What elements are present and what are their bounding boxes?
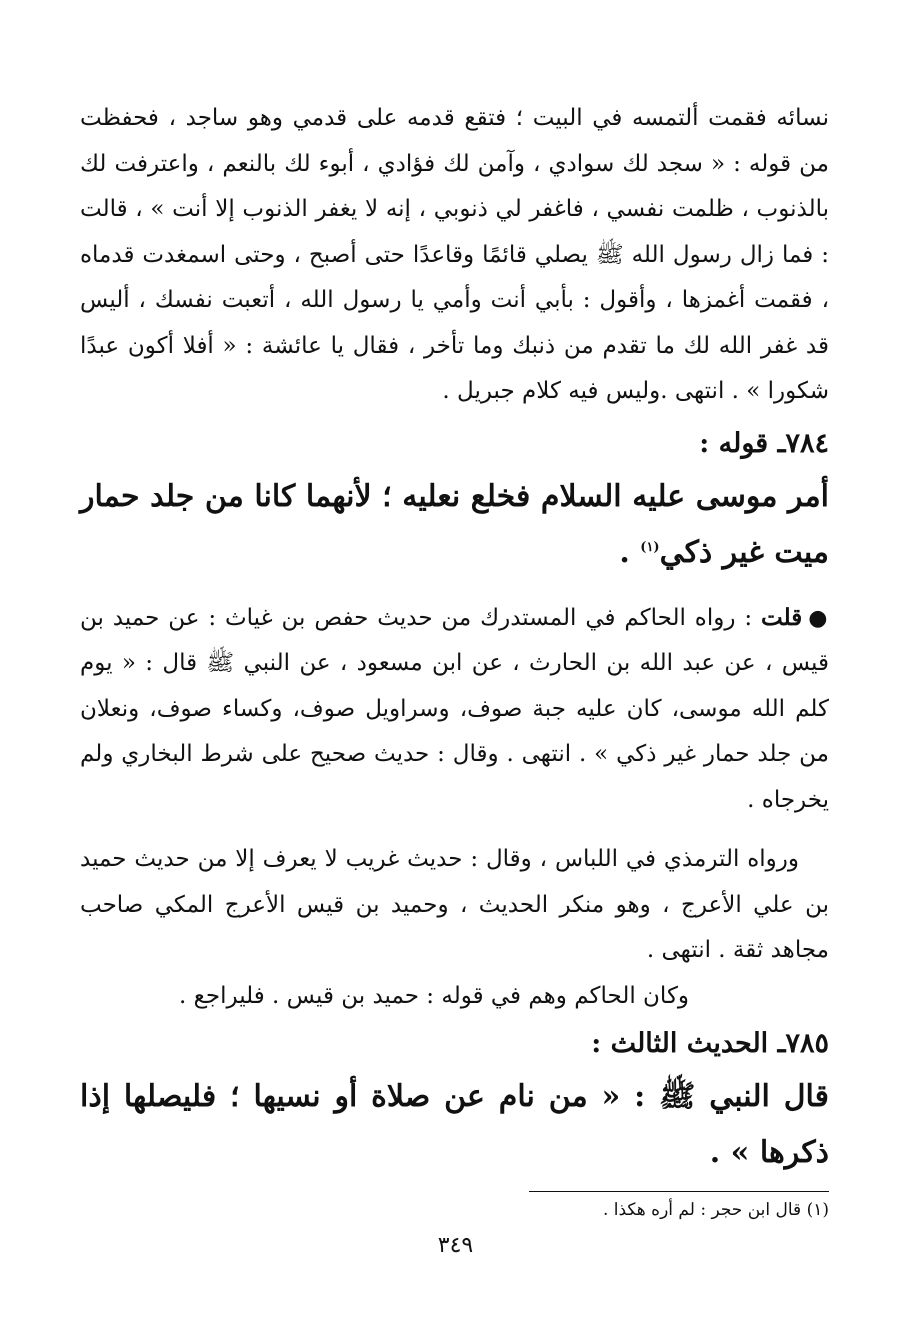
footnote-reference: (١): [640, 539, 660, 555]
commentary-text: : رواه الحاكم في المستدرك من حديث حفص بن غياث : عن حميد بن قيس ، عن عبد الله بن الحارث ، عن ابن مسعود ، عن النبي ﷺ قال : « يوم كلم الله موسى، كان عليه جبة صوف، وسراويل صوف، وكساء صوف، ونعلان من جلد حمار غير ذكي » . انتهى . وقال : حديث صحيح على شرط البخاري ولم يخرجاه .: [80, 604, 829, 813]
section-heading-785: ٧٨٥ـ الحديث الثالث :: [591, 1028, 829, 1059]
hadith-text-785: قال النبي ﷺ : « من نام عن صلاة أو نسيها ؛ فليصلها إذا ذكرها » .: [80, 1079, 829, 1170]
hakim-note-paragraph: وكان الحاكم وهم في قوله : حميد بن قيس . فليراجع .: [179, 982, 689, 1009]
tirmidhi-paragraph: ورواه الترمذي في اللباس ، وقال : حديث غريب لا يعرف إلا من حديث حميد بن علي الأعرج ، وهو منكر الحديث ، وحميد بن قيس الأعرج المكي صاحب مجاهد ثقة . انتهى .: [80, 846, 829, 963]
hadith-784-end: .: [619, 534, 641, 570]
commentary-lead-word: قلت: [761, 603, 803, 631]
footnote-text: (١) قال ابن حجر : لم أره هكذا .: [602, 1200, 829, 1220]
page-number: ٣٤٩: [437, 1233, 474, 1258]
commentary-paragraph: [80, 595, 829, 824]
hadith-text-784: [80, 469, 829, 581]
section-heading-784: ٧٨٤ـ قوله :: [699, 427, 829, 459]
footnote-divider: [529, 1191, 829, 1192]
bullet-icon: ●: [808, 604, 829, 631]
hadith-784-text: أمر موسى عليه السلام فخلع نعليه ؛ لأنهما كانا من جلد حمار ميت غير ذكي: [80, 478, 829, 570]
page-body: [80, 96, 829, 1332]
paragraph-continuation: نسائه فقمت ألتمسه في البيت ؛ فتقع قدمه على قدمي وهو ساجد ، فحفظت من قوله : « سجد لك سوادي ، وآمن لك فؤادي ، أبوء لك بالنعم ، واعترفت لك بالذنوب ، ظلمت نفسي ، فاغفر لي ذنوبي ، إنه لا يغفر الذنوب إلا أنت » ، قالت : فما زال رسول الله ﷺ يصلي قائمًا وقاعدًا حتى أصبح ، وحتى اسمغدت قدماه ، فقمت أغمزها ، وأقول : بأبي أنت وأمي يا رسول الله ، أتعبت نفسك ، أليس قد غفر الله لك ما تقدم من ذنبك وما تأخر ، فقال يا عائشة : « أفلا أكون عبدًا شكورا » . انتهى .وليس فيه كلام جبريل .: [80, 105, 829, 404]
